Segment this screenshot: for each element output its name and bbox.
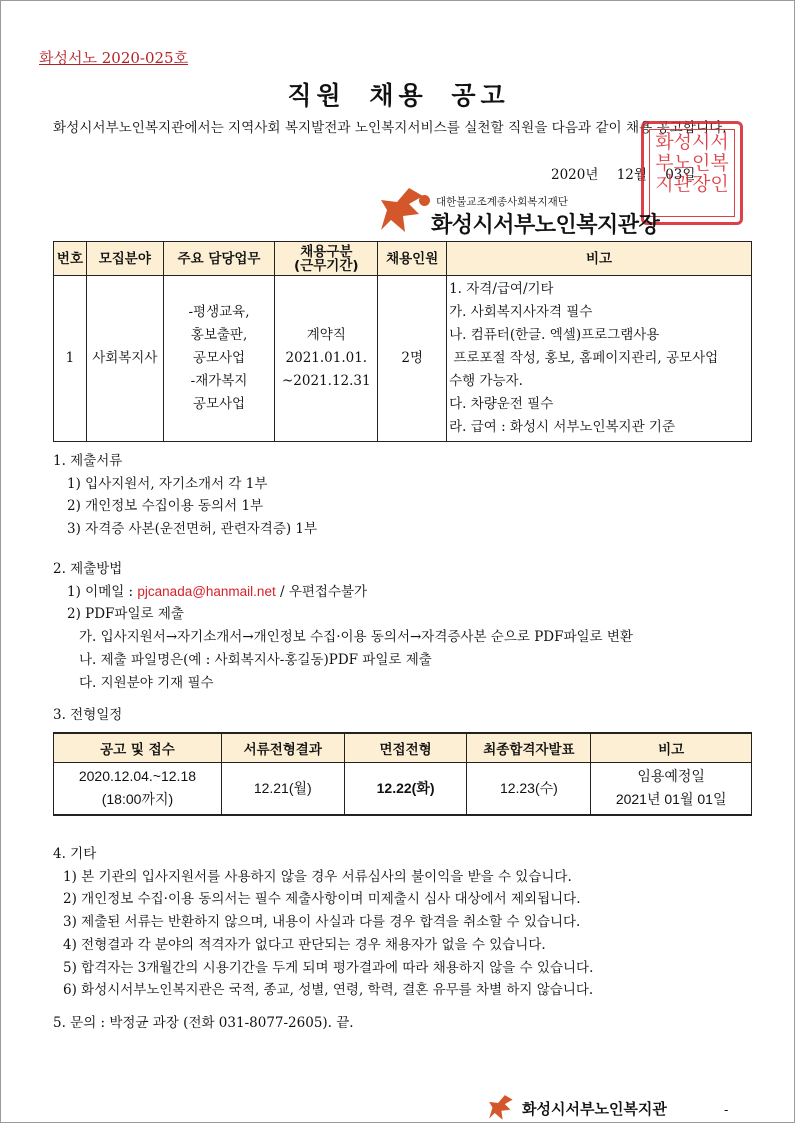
type-line: 2021.01.01. xyxy=(285,350,368,366)
list-item: 다. 지원분야 기재 필수 xyxy=(79,674,214,691)
note-line: 임용예정일 xyxy=(637,768,705,785)
list-item: 2) PDF파일로 제출 xyxy=(67,606,184,623)
col-header-field: 모집분야 xyxy=(86,242,163,276)
note-line: 나. 컴퓨터(한글. 엑셀)프로그램사용 xyxy=(449,327,660,343)
col-header-duties: 주요 담당업무 xyxy=(163,242,275,276)
list-item: 나. 제출 파일명은(예 : 사회복지사-홍길동)PDF 파일로 제출 xyxy=(79,651,432,668)
notice-line: 2020.12.04.~12.18 xyxy=(78,768,197,785)
col-header-note: 비고 xyxy=(591,733,752,762)
cell-interview: 12.22(화) xyxy=(344,762,467,815)
footer-logo xyxy=(488,1094,667,1122)
recruitment-table xyxy=(53,241,752,442)
duty-line: 홍보출판, xyxy=(190,327,248,343)
note-line: 2021년 01월 01일 xyxy=(615,791,727,808)
list-item: 3) 제출된 서류는 반환하지 않으며, 내용이 사실과 다를 경우 합격을 취소할 수 있습니다. xyxy=(63,914,581,931)
announcement-date: 2020년 12월 03일 xyxy=(551,167,696,183)
note-line: 라. 급여 : 화성시 서부노인복지관 기준 xyxy=(449,419,675,435)
cell-field: 사회복지사 xyxy=(86,276,163,442)
email-suffix: / 우편접수불가 xyxy=(275,583,368,600)
list-item: 6) 화성시서부노인복지관은 국적, 종교, 성별, 연령, 학력, 결혼 유무를 차별 하지 않습니다. xyxy=(63,982,594,999)
section-schedule-title: 3. 전형일정 xyxy=(53,707,123,723)
note-line: 가. 사회복지사자격 필수 xyxy=(449,304,593,320)
email-link[interactable]: pjcanada@hanmail.net xyxy=(137,583,276,599)
footer-logo-icon xyxy=(488,1094,516,1122)
cell-type xyxy=(275,276,378,442)
cell-duties xyxy=(163,276,275,442)
note-line: 다. 차량운전 필수 xyxy=(449,396,554,412)
list-item: 3) 자격증 사본(운전면허, 관련자격증) 1부 xyxy=(67,521,318,538)
list-item: 1) 본 기관의 입사지원서를 사용하지 않을 경우 서류심사의 불이익을 받을 수 있습니다. xyxy=(63,868,572,885)
document-number: 화성서노 2020-025호 xyxy=(39,49,189,67)
list-item: 4) 전형결과 각 분야의 적격자가 없다고 판단되는 경우 채용자가 없을 수 있습니다. xyxy=(63,936,546,953)
list-item: 1) 입사지원서, 자기소개서 각 1부 xyxy=(67,475,268,492)
section-title: 4. 기타 xyxy=(53,846,97,862)
schedule-table xyxy=(53,732,752,816)
page-title: 직원 채용 공고 xyxy=(287,81,510,110)
col-header-interview: 면접전형 xyxy=(344,733,467,762)
table-header-row xyxy=(54,733,752,762)
logo-foundation-name: 대한불교조계종사회복지재단 xyxy=(436,196,568,208)
cell-doc-result: 12.21(월) xyxy=(221,762,344,815)
col-header-number: 번호 xyxy=(54,242,87,276)
col-header-notice: 공고 및 접수 xyxy=(54,733,222,762)
table-header-row xyxy=(54,242,752,276)
list-item: 2) 개인정보 수집·이용 동의서는 필수 제출사항이며 미제출시 심사 대상에서 제외됩니다. xyxy=(63,891,581,908)
table-row xyxy=(54,276,752,442)
logo-organization-name: 화성시서부노인복지관장 xyxy=(431,213,660,238)
note-line: 1. 자격/급여/기타 xyxy=(449,281,554,297)
section-contact: 5. 문의 : 박정균 과장 (전화 031-8077-2605). 끝. xyxy=(53,1015,354,1031)
notice-line: (18:00까지) xyxy=(101,791,174,808)
duty-line: 공모사업 xyxy=(192,350,246,366)
cell-notes xyxy=(447,276,752,442)
section-method xyxy=(53,558,633,694)
list-item: 2) 개인정보 수집이용 동의서 1부 xyxy=(67,498,264,515)
email-prefix: 1) 이메일 : xyxy=(67,583,138,600)
table-row xyxy=(54,762,752,815)
type-line: ~2021.12.31 xyxy=(282,373,371,389)
col-header-type: 채용구분 (근무기간) xyxy=(275,242,378,276)
cell-final: 12.23(수) xyxy=(467,762,591,815)
foundation-emblem-icon xyxy=(419,195,430,206)
section-title: 1. 제출서류 xyxy=(53,453,123,469)
cell-note xyxy=(591,762,752,815)
col-header-count: 채용인원 xyxy=(378,242,447,276)
section-documents xyxy=(53,450,317,541)
cell-count: 2명 xyxy=(378,276,447,442)
list-item xyxy=(53,581,633,604)
col-header-final: 최종합격자발표 xyxy=(467,733,591,762)
footer-organization-name: 화성시서부노인복지관 xyxy=(522,1099,667,1118)
note-line: 프로포절 작성, 홍보, 홈페이지관리, 공모사업 xyxy=(449,350,719,366)
list-item: 5) 합격자는 3개월간의 시용기간을 두게 되며 평가결과에 따라 채용하지 않을 수 있습니다. xyxy=(63,959,594,976)
note-line: 수행 가능자. xyxy=(449,373,523,389)
intro-paragraph: 화성시서부노인복지관에서는 지역사회 복지발전과 노인복지서비스를 실천할 직원을 다음과 같이 채용 공고합니다. xyxy=(53,120,727,136)
duty-line: -평생교육, xyxy=(188,304,250,320)
col-header-notes: 비고 xyxy=(447,242,752,276)
section-etc xyxy=(53,843,593,1002)
section-title: 2. 제출방법 xyxy=(53,561,123,577)
duty-line: 공모사업 xyxy=(192,396,246,412)
footer-dash: - xyxy=(724,1103,729,1118)
cell-number: 1 xyxy=(54,276,87,442)
cell-notice xyxy=(54,762,222,815)
list-item: 가. 입사지원서→자기소개서→개인정보 수집·이용 동의서→자격증사본 순으로 PDF파일로 변환 xyxy=(79,629,633,646)
duty-line: -재가복지 xyxy=(190,373,248,389)
col-header-doc-result: 서류전형결과 xyxy=(221,733,344,762)
type-line: 계약직 xyxy=(306,327,346,343)
organization-logo-icon xyxy=(379,186,429,236)
seal-characters: 화성시서부노인복지관장인 xyxy=(655,132,729,195)
